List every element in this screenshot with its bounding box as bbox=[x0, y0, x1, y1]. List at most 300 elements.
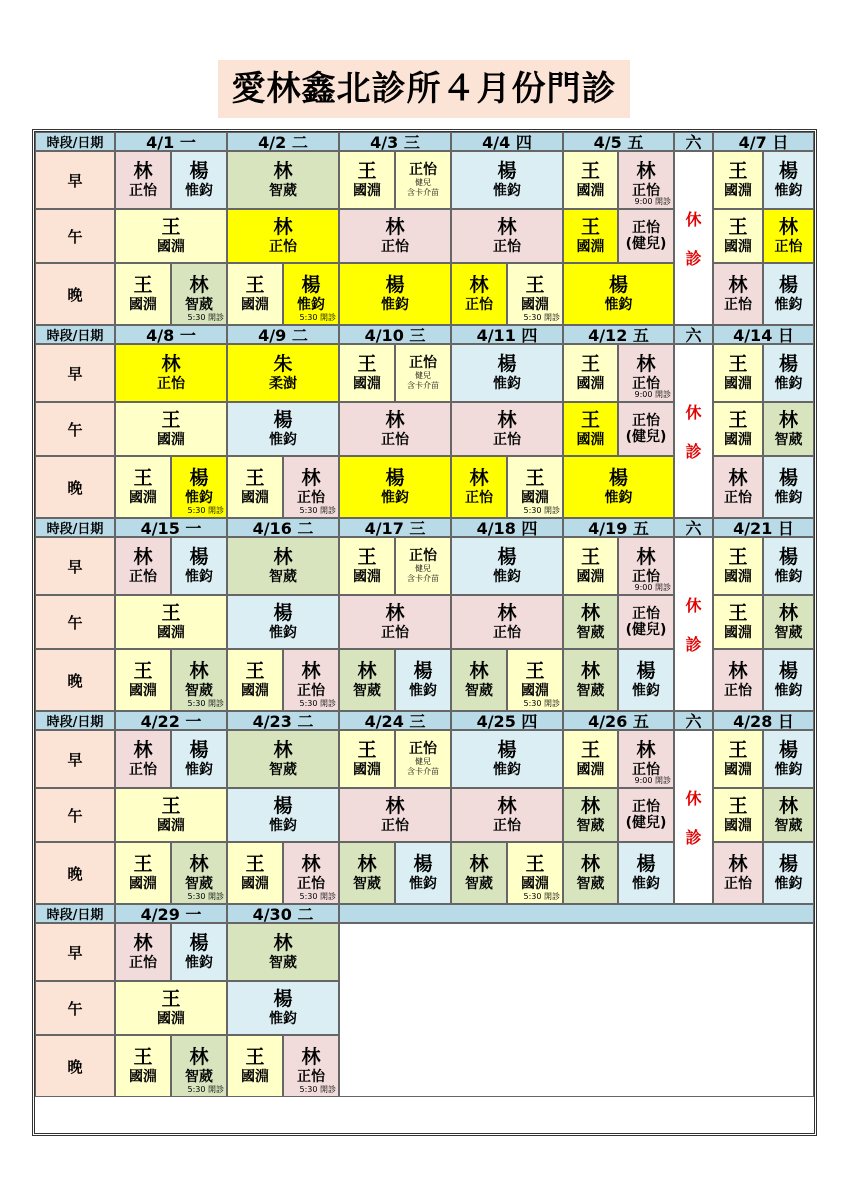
doctor-given-name: 正怡 bbox=[381, 624, 409, 641]
day-header: 4/23 二 bbox=[227, 711, 339, 730]
period-label: 晚 bbox=[35, 263, 115, 325]
doctor-surname: 林 bbox=[636, 353, 656, 376]
doctor-surname: 楊 bbox=[273, 988, 293, 1011]
doctor-name bbox=[116, 854, 170, 892]
doctor-cell bbox=[563, 456, 674, 518]
doctor-name bbox=[228, 161, 338, 199]
doctor-name bbox=[452, 217, 562, 255]
doctor-surname: 王 bbox=[525, 274, 545, 297]
doctor-cell bbox=[563, 344, 618, 402]
doctor-given-name: 智葳 bbox=[269, 954, 297, 971]
day-header: 4/26 五 bbox=[563, 711, 674, 730]
doctor-given-name: 國淵 bbox=[241, 875, 269, 892]
doctor-given-name: 智葳 bbox=[269, 568, 297, 585]
doctor-surname: 林 bbox=[469, 853, 489, 876]
period-label: 晚 bbox=[35, 842, 115, 904]
doctor-cell bbox=[395, 344, 451, 402]
period-label: 早 bbox=[35, 923, 115, 981]
doctor-name bbox=[340, 161, 394, 199]
doctor-surname: 林 bbox=[357, 660, 377, 683]
doctor-surname: 林 bbox=[636, 160, 656, 183]
doctor-name bbox=[340, 275, 450, 313]
doctor-given-name: 惟鈞 bbox=[185, 182, 213, 199]
doctor-name bbox=[396, 162, 450, 198]
clinic-note: 健兒 bbox=[415, 371, 431, 381]
doctor-cell bbox=[763, 649, 814, 711]
day-header: 4/12 五 bbox=[563, 325, 674, 344]
doctor-name bbox=[564, 410, 617, 448]
closed-char: 診 bbox=[685, 442, 702, 461]
doctor-name bbox=[172, 547, 226, 585]
doctor-given-name: 惟鈞 bbox=[409, 875, 437, 892]
header-label: 時段/日期 bbox=[35, 711, 115, 730]
doctor-cell bbox=[115, 402, 227, 456]
doctor-cell bbox=[227, 842, 283, 904]
doctor-name bbox=[284, 854, 338, 892]
doctor-cell bbox=[763, 151, 814, 209]
period-label: 午 bbox=[35, 595, 115, 649]
doctor-surname: 林 bbox=[133, 160, 153, 183]
doctor-cell bbox=[395, 649, 451, 711]
doctor-surname: 王 bbox=[245, 467, 265, 490]
doctor-name bbox=[564, 468, 673, 506]
doctor-surname: 王 bbox=[133, 853, 153, 876]
doctor-name bbox=[764, 275, 813, 313]
doctor-name bbox=[619, 413, 673, 445]
doctor-cell bbox=[395, 151, 451, 209]
doctor-name bbox=[116, 275, 170, 313]
opening-time-note: 5:30 開診 bbox=[299, 699, 336, 708]
day-header: 4/16 二 bbox=[227, 518, 339, 537]
doctor-surname: 楊 bbox=[778, 274, 798, 297]
period-label: 早 bbox=[35, 730, 115, 788]
closed-char: 休 bbox=[685, 210, 702, 229]
day-header: 4/4 四 bbox=[451, 132, 563, 151]
doctor-surname: 王 bbox=[133, 274, 153, 297]
doctor-given-name: 正怡 bbox=[632, 182, 660, 199]
doctor-surname: 林 bbox=[133, 739, 153, 762]
doctor-cell bbox=[227, 402, 339, 456]
doctor-name bbox=[116, 217, 226, 255]
doctor-surname: 楊 bbox=[301, 274, 321, 297]
doctor-given-name: 正怡 bbox=[724, 875, 752, 892]
doctor-surname: 王 bbox=[357, 160, 377, 183]
doctor-given-name: 正怡 bbox=[632, 375, 660, 392]
doctor-cell bbox=[115, 649, 171, 711]
doctor-given-name: 國淵 bbox=[724, 238, 752, 255]
opening-time-note: 9:00 開診 bbox=[634, 776, 671, 785]
doctor-cell bbox=[227, 923, 339, 981]
doctor-cell bbox=[115, 730, 171, 788]
doctor-cell bbox=[563, 209, 618, 263]
doctor-cell bbox=[115, 595, 227, 649]
doctor-name bbox=[172, 275, 226, 313]
doctor-name bbox=[116, 740, 170, 778]
doctor-surname: 王 bbox=[245, 1046, 265, 1069]
doctor-name bbox=[228, 468, 282, 506]
doctor-given-name: 智葳 bbox=[774, 431, 803, 448]
doctor-surname: 楊 bbox=[778, 853, 798, 876]
day-header: 4/7 日 bbox=[713, 132, 814, 151]
doctor-surname: 王 bbox=[357, 739, 377, 762]
day-header: 六 bbox=[674, 325, 713, 344]
doctor-name bbox=[714, 468, 762, 506]
doctor-surname: 林 bbox=[189, 660, 209, 683]
doctor-name bbox=[228, 354, 338, 392]
doctor-cell bbox=[339, 842, 395, 904]
doctor-surname: 王 bbox=[161, 795, 181, 818]
doctor-given-name: 正怡 bbox=[129, 954, 157, 971]
doctor-name bbox=[452, 661, 506, 699]
doctor-cell bbox=[395, 842, 451, 904]
doctor-surname: 楊 bbox=[778, 546, 798, 569]
period-label: 午 bbox=[35, 788, 115, 842]
doctor-name bbox=[452, 161, 562, 199]
doctor-given-name: 國淵 bbox=[724, 761, 752, 778]
doctor-surname: 林 bbox=[273, 216, 293, 239]
doctor-name bbox=[228, 275, 282, 313]
doctor-given-name: 國淵 bbox=[157, 624, 185, 641]
day-header: 4/30 二 bbox=[227, 904, 339, 923]
doctor-given-name: 惟鈞 bbox=[269, 1010, 297, 1027]
doctor-given-name: 惟鈞 bbox=[632, 682, 660, 699]
doctor-surname: 林 bbox=[469, 274, 489, 297]
doctor-given-name: 智葳 bbox=[185, 296, 213, 313]
doctor-cell bbox=[618, 209, 674, 263]
doctor-given-name: 正怡 bbox=[774, 238, 803, 255]
doctor-surname: 林 bbox=[497, 602, 517, 625]
doctor-name bbox=[340, 468, 450, 506]
doctor-cell bbox=[227, 456, 283, 518]
doctor-name bbox=[564, 547, 617, 585]
doctor-cell bbox=[115, 842, 171, 904]
doctor-cell bbox=[507, 842, 563, 904]
doctor-surname: 王 bbox=[525, 467, 545, 490]
doctor-surname: 林 bbox=[301, 660, 321, 683]
clinic-note: 含卡介苗 bbox=[407, 767, 439, 777]
doctor-given-name: 國淵 bbox=[521, 682, 549, 699]
doctor-cell bbox=[283, 842, 339, 904]
header-label: 時段/日期 bbox=[35, 904, 115, 923]
doctor-surname: 王 bbox=[245, 853, 265, 876]
doctor-surname: 林 bbox=[273, 160, 293, 183]
doctor-surname: 林 bbox=[133, 932, 153, 955]
doctor-cell bbox=[227, 263, 283, 325]
doctor-given-name: 正怡 bbox=[465, 489, 493, 506]
doctor-cell bbox=[115, 456, 171, 518]
doctor-name bbox=[619, 161, 673, 199]
doctor-cell bbox=[339, 209, 451, 263]
day-header: 4/24 三 bbox=[339, 711, 451, 730]
doctor-name bbox=[396, 741, 450, 777]
doctor-given-name: 國淵 bbox=[576, 431, 605, 448]
doctor-cell bbox=[227, 649, 283, 711]
doctor-given-name: 正怡 bbox=[493, 817, 521, 834]
doctor-cell bbox=[339, 263, 451, 325]
doctor-surname: 林 bbox=[161, 353, 181, 376]
doctor-surname: 楊 bbox=[497, 160, 517, 183]
day-header: 4/15 一 bbox=[115, 518, 227, 537]
day-header: 4/10 三 bbox=[339, 325, 451, 344]
closed-char: 診 bbox=[685, 249, 702, 268]
doctor-name bbox=[714, 547, 762, 585]
clinic-note: 含卡介苗 bbox=[407, 188, 439, 198]
opening-time-note: 5:30 開診 bbox=[187, 1085, 224, 1094]
doctor-given-name: 國淵 bbox=[576, 238, 605, 255]
doctor-surname: 王 bbox=[133, 660, 153, 683]
doctor-cell bbox=[171, 456, 227, 518]
doctor-given-name: 惟鈞 bbox=[269, 431, 297, 448]
doctor-surname: 林 bbox=[778, 795, 798, 818]
doctor-cell bbox=[618, 344, 674, 402]
doctor-name bbox=[116, 410, 226, 448]
doctor-surname: 林 bbox=[580, 602, 600, 625]
doctor-cell bbox=[227, 537, 339, 595]
doctor-name bbox=[564, 740, 617, 778]
doctor-given-name: 國淵 bbox=[576, 375, 605, 392]
doctor-surname: 林 bbox=[778, 216, 798, 239]
doctor-surname: 楊 bbox=[636, 853, 656, 876]
clinic-note: 健兒 bbox=[415, 178, 431, 188]
doctor-cell bbox=[713, 402, 763, 456]
doctor-surname: 林 bbox=[497, 216, 517, 239]
doctor-surname: 林 bbox=[497, 409, 517, 432]
doctor-given-name: 國淵 bbox=[576, 568, 605, 585]
doctor-given-name: 惟鈞 bbox=[604, 296, 633, 313]
day-header: 4/8 一 bbox=[115, 325, 227, 344]
doctor-cell bbox=[763, 595, 814, 649]
doctor-cell bbox=[763, 402, 814, 456]
doctor-cell bbox=[339, 649, 395, 711]
doctor-given-name: 正怡 bbox=[632, 605, 660, 622]
doctor-name bbox=[508, 661, 562, 699]
opening-time-note: 5:30 開診 bbox=[523, 313, 560, 322]
doctor-cell bbox=[227, 981, 339, 1035]
doctor-name bbox=[116, 547, 170, 585]
doctor-cell bbox=[115, 537, 171, 595]
doctor-name bbox=[714, 275, 762, 313]
doctor-surname: 王 bbox=[161, 216, 181, 239]
doctor-name bbox=[452, 603, 562, 641]
doctor-surname: 林 bbox=[728, 660, 748, 683]
doctor-cell bbox=[763, 537, 814, 595]
period-label: 晚 bbox=[35, 1035, 115, 1097]
doctor-given-name: 國淵 bbox=[241, 296, 269, 313]
doctor-cell bbox=[618, 649, 674, 711]
doctor-name bbox=[564, 275, 673, 313]
doctor-cell bbox=[395, 730, 451, 788]
doctor-given-name: 柔澍 bbox=[269, 375, 297, 392]
doctor-surname: 王 bbox=[728, 795, 748, 818]
day-header: 4/1 一 bbox=[115, 132, 227, 151]
doctor-cell bbox=[451, 788, 563, 842]
doctor-given-name: 國淵 bbox=[521, 296, 549, 313]
doctor-given-name: 國淵 bbox=[521, 875, 549, 892]
doctor-given-name: 惟鈞 bbox=[604, 489, 633, 506]
doctor-surname: 王 bbox=[580, 216, 600, 239]
doctor-surname: 王 bbox=[580, 353, 600, 376]
doctor-cell bbox=[451, 402, 563, 456]
doctor-given-name: 智葳 bbox=[353, 875, 381, 892]
doctor-surname: 林 bbox=[273, 739, 293, 762]
opening-time-note: 5:30 開診 bbox=[187, 313, 224, 322]
doctor-given-name: 國淵 bbox=[241, 489, 269, 506]
doctor-surname: 林 bbox=[469, 660, 489, 683]
doctor-surname: 王 bbox=[525, 660, 545, 683]
doctor-given-name: 國淵 bbox=[353, 182, 381, 199]
header-label: 時段/日期 bbox=[35, 518, 115, 537]
doctor-cell bbox=[563, 730, 618, 788]
doctor-surname: 王 bbox=[161, 988, 181, 1011]
doctor-surname: 林 bbox=[636, 739, 656, 762]
doctor-name bbox=[619, 354, 673, 392]
doctor-cell bbox=[763, 209, 814, 263]
doctor-cell bbox=[563, 537, 618, 595]
doctor-cell bbox=[227, 595, 339, 649]
doctor-surname: 王 bbox=[728, 160, 748, 183]
doctor-name bbox=[116, 933, 170, 971]
doctor-name bbox=[714, 410, 762, 448]
doctor-cell bbox=[171, 842, 227, 904]
doctor-cell bbox=[171, 263, 227, 325]
doctor-surname: 林 bbox=[778, 602, 798, 625]
closed-notice bbox=[674, 537, 713, 711]
doctor-given-name: 惟鈞 bbox=[774, 568, 803, 585]
doctor-given-name: 國淵 bbox=[129, 1068, 157, 1085]
doctor-cell bbox=[713, 344, 763, 402]
doctor-cell bbox=[283, 456, 339, 518]
opening-time-note: 5:30 開診 bbox=[299, 506, 336, 515]
doctor-cell bbox=[763, 842, 814, 904]
doctor-name bbox=[764, 217, 813, 255]
doctor-given-name: 正怡 bbox=[632, 761, 660, 778]
doctor-cell bbox=[451, 649, 507, 711]
doctor-name bbox=[764, 740, 813, 778]
period-label: 午 bbox=[35, 981, 115, 1035]
doctor-given-name: 智葳 bbox=[576, 817, 605, 834]
day-header: 4/3 三 bbox=[339, 132, 451, 151]
doctor-surname: 楊 bbox=[497, 546, 517, 569]
empty-area bbox=[339, 923, 814, 1097]
doctor-cell bbox=[115, 151, 171, 209]
doctor-name bbox=[619, 661, 673, 699]
doctor-given-name: 惟鈞 bbox=[493, 182, 521, 199]
doctor-cell bbox=[283, 263, 339, 325]
doctor-name bbox=[116, 796, 226, 834]
empty-header-area bbox=[339, 904, 814, 923]
doctor-name bbox=[340, 547, 394, 585]
doctor-surname: 王 bbox=[245, 274, 265, 297]
doctor-given-name: 正怡 bbox=[724, 489, 752, 506]
doctor-given-name: 正怡 bbox=[409, 547, 437, 564]
doctor-cell bbox=[451, 595, 563, 649]
doctor-surname: 林 bbox=[385, 795, 405, 818]
doctor-surname: 林 bbox=[728, 274, 748, 297]
doctor-cell bbox=[227, 151, 339, 209]
doctor-name bbox=[228, 933, 338, 971]
doctor-name bbox=[228, 989, 338, 1027]
doctor-name bbox=[172, 468, 226, 506]
day-header: 4/19 五 bbox=[563, 518, 674, 537]
period-label: 早 bbox=[35, 344, 115, 402]
doctor-cell bbox=[507, 456, 563, 518]
doctor-cell bbox=[339, 788, 451, 842]
period-label: 早 bbox=[35, 537, 115, 595]
doctor-given-name: 惟鈞 bbox=[774, 761, 803, 778]
doctor-cell bbox=[763, 263, 814, 325]
doctor-cell bbox=[507, 263, 563, 325]
doctor-cell bbox=[713, 595, 763, 649]
doctor-given-name: 正怡 bbox=[409, 354, 437, 371]
doctor-given-name: 惟鈞 bbox=[297, 296, 325, 313]
period-label: 早 bbox=[35, 151, 115, 209]
clinic-note: 含卡介苗 bbox=[407, 574, 439, 584]
doctor-name bbox=[228, 603, 338, 641]
doctor-cell bbox=[115, 788, 227, 842]
doctor-name bbox=[284, 275, 338, 313]
doctor-name bbox=[452, 468, 506, 506]
opening-time-note: 9:00 開診 bbox=[634, 197, 671, 206]
day-header: 4/9 二 bbox=[227, 325, 339, 344]
clinic-note: (健兒) bbox=[625, 815, 667, 831]
doctor-cell bbox=[451, 842, 507, 904]
doctor-cell bbox=[451, 263, 507, 325]
doctor-name bbox=[714, 217, 762, 255]
doctor-given-name: 正怡 bbox=[724, 682, 752, 699]
period-label: 晚 bbox=[35, 649, 115, 711]
doctor-cell bbox=[171, 923, 227, 981]
doctor-cell bbox=[115, 209, 227, 263]
doctor-surname: 林 bbox=[189, 853, 209, 876]
doctor-cell bbox=[713, 788, 763, 842]
doctor-name bbox=[452, 275, 506, 313]
doctor-cell bbox=[451, 344, 563, 402]
opening-time-note: 5:30 開診 bbox=[299, 313, 336, 322]
doctor-surname: 林 bbox=[301, 853, 321, 876]
doctor-given-name: 國淵 bbox=[724, 375, 752, 392]
doctor-surname: 王 bbox=[728, 216, 748, 239]
doctor-cell bbox=[618, 842, 674, 904]
day-header: 4/2 二 bbox=[227, 132, 339, 151]
doctor-surname: 林 bbox=[580, 660, 600, 683]
doctor-given-name: 正怡 bbox=[157, 375, 185, 392]
clinic-note: 健兒 bbox=[415, 757, 431, 767]
doctor-given-name: 智葳 bbox=[185, 682, 213, 699]
doctor-surname: 朱 bbox=[273, 353, 293, 376]
doctor-given-name: 正怡 bbox=[381, 817, 409, 834]
day-header: 六 bbox=[674, 711, 713, 730]
doctor-given-name: 國淵 bbox=[129, 875, 157, 892]
doctor-surname: 楊 bbox=[273, 602, 293, 625]
doctor-given-name: 正怡 bbox=[632, 798, 660, 815]
day-header: 4/14 日 bbox=[713, 325, 814, 344]
doctor-name bbox=[228, 410, 338, 448]
doctor-name bbox=[172, 161, 226, 199]
doctor-name bbox=[619, 606, 673, 638]
doctor-name bbox=[396, 548, 450, 584]
doctor-given-name: 正怡 bbox=[297, 682, 325, 699]
doctor-name bbox=[340, 661, 394, 699]
doctor-name bbox=[564, 854, 617, 892]
closed-notice bbox=[674, 730, 713, 904]
doctor-surname: 王 bbox=[161, 409, 181, 432]
doctor-name bbox=[714, 854, 762, 892]
header-label: 時段/日期 bbox=[35, 132, 115, 151]
opening-time-note: 5:30 開診 bbox=[187, 699, 224, 708]
period-label: 晚 bbox=[35, 456, 115, 518]
doctor-given-name: 惟鈞 bbox=[493, 568, 521, 585]
doctor-cell bbox=[713, 730, 763, 788]
